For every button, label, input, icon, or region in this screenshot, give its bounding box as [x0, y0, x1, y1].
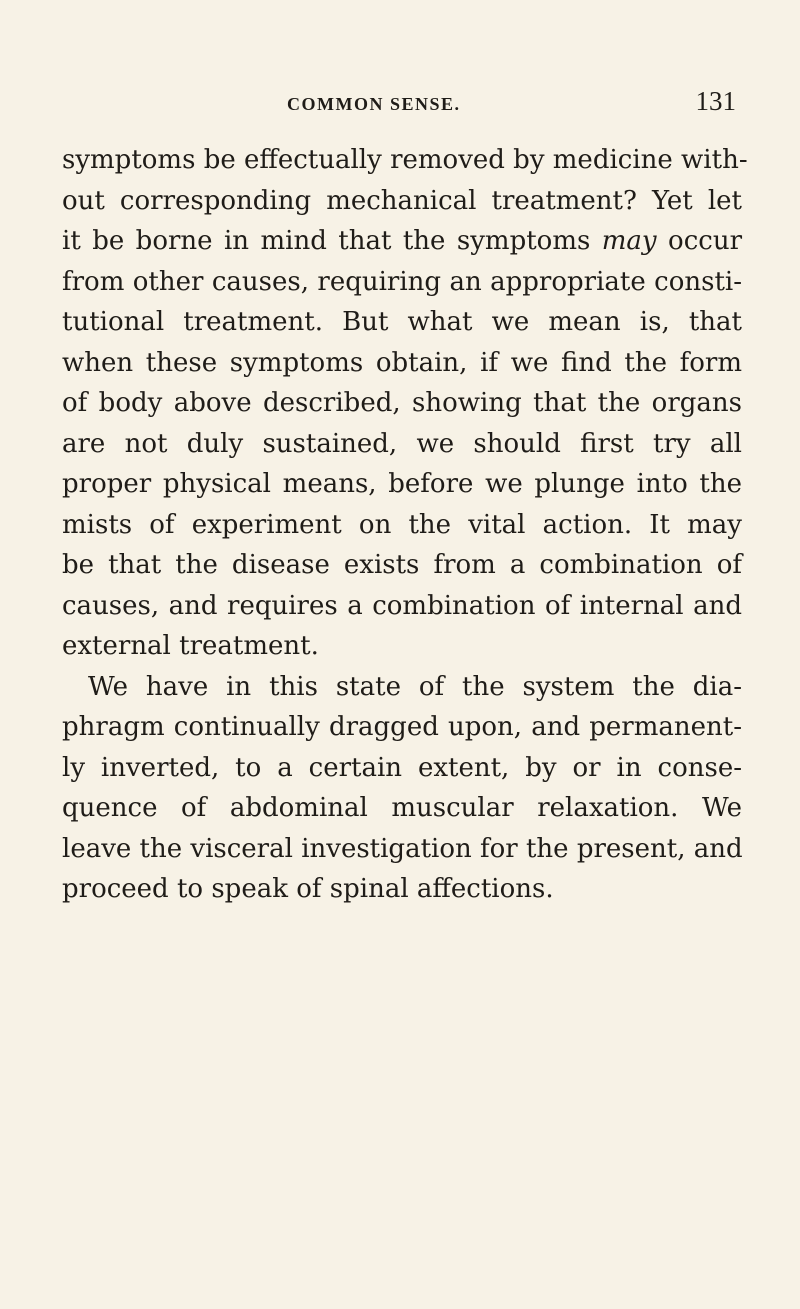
text-line: causes, and requires a combination of internal and — [62, 590, 742, 621]
text-line: phragm continually dragged upon, and permanent- — [62, 712, 742, 742]
text-segment: occur — [656, 226, 743, 256]
running-title: COMMON SENSE. — [287, 94, 461, 114]
text-line: proceed to speak of spinal affections. — [62, 874, 554, 904]
text-line: We have in this state of the system the dia- — [88, 671, 742, 702]
text-line: external treatment. — [62, 631, 319, 661]
text-line: mists of experiment on the vital action. It may — [62, 509, 742, 540]
page-number: 131 — [695, 86, 736, 116]
text-line: proper physical means, before we plunge into the — [62, 469, 742, 499]
running-head — [62, 86, 738, 122]
text-line: be that the disease exists from a combination of — [62, 550, 742, 580]
text-line: tutional treatment. But what we mean is, that — [62, 307, 742, 337]
paragraph-2 — [62, 667, 742, 910]
text-line: of body above described, showing that the organs — [62, 388, 742, 418]
text-line: out corresponding mechanical treatment? Yet let — [62, 185, 742, 216]
paragraph-1 — [62, 140, 748, 667]
text-line: ly inverted, to a certain extent, by or in conse- — [62, 752, 742, 783]
text-line: from other causes, requiring an appropriate consti- — [62, 266, 742, 297]
text-line: symptoms be effectually removed by medicine with- — [62, 145, 748, 175]
text-line: leave the visceral investigation for the present, and — [62, 833, 743, 864]
text-line: when these symptoms obtain, if we find the form — [62, 347, 742, 378]
text-line: quence of abdominal muscular relaxation. We — [62, 793, 742, 823]
text-line: are not duly sustained, we should first try all — [62, 428, 742, 459]
emphasis-word: may — [601, 226, 657, 256]
text-segment: it be borne in mind that the symptoms — [62, 226, 602, 256]
text-line — [62, 221, 742, 262]
body-text — [62, 140, 748, 910]
